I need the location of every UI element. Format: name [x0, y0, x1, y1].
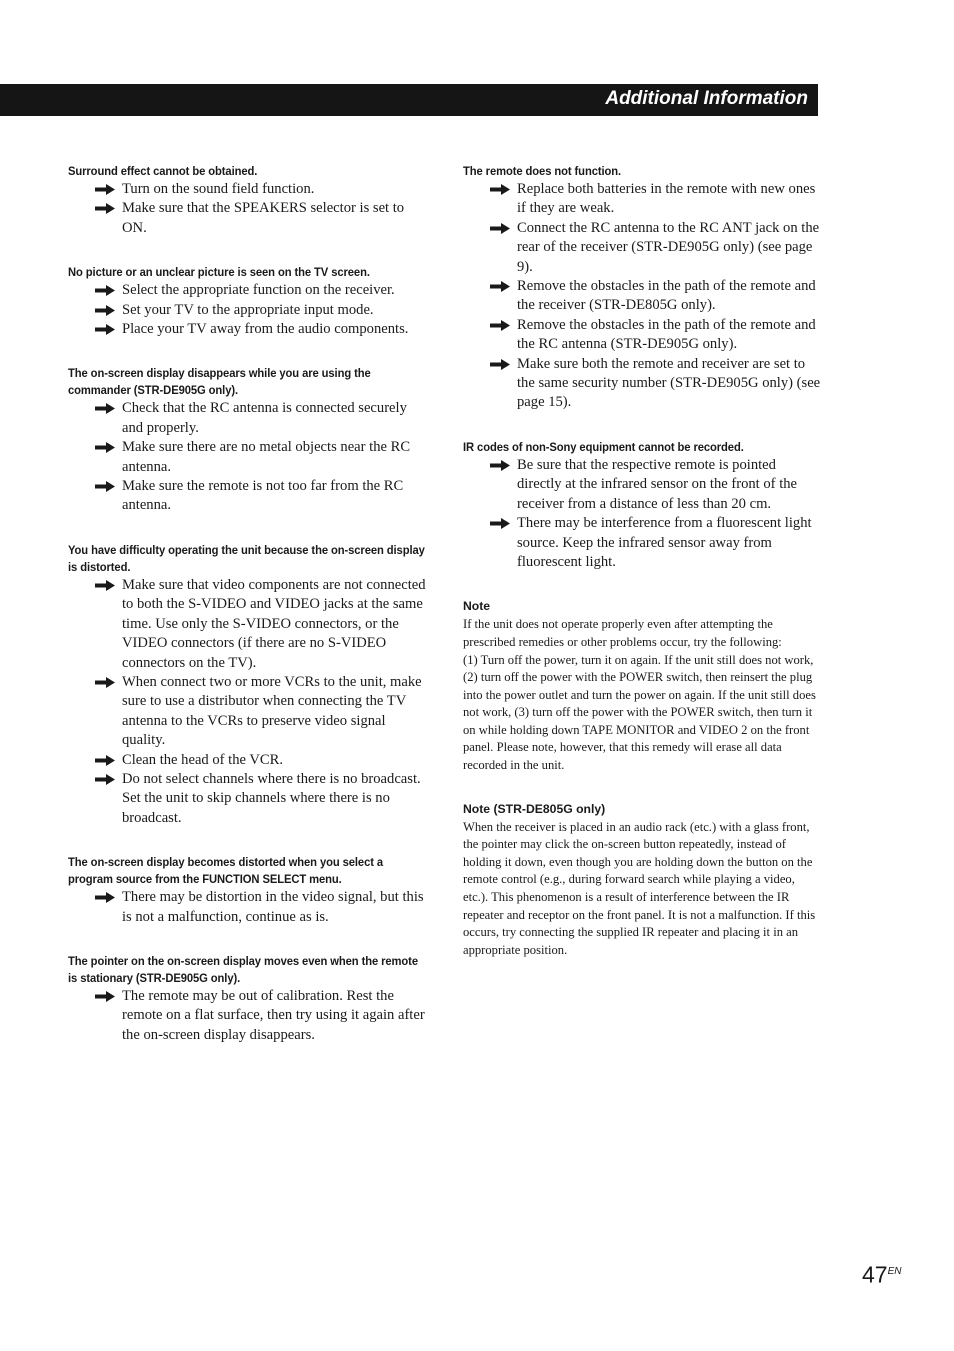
section — [463, 439, 823, 572]
right-arrow-icon — [490, 518, 510, 529]
remedy-list — [68, 576, 428, 828]
list-item-text: Check that the RC antenna is connected securely and properly. — [122, 400, 407, 436]
section — [68, 854, 428, 927]
note-str-de805g — [463, 801, 823, 960]
list-item-text: When connect two or more VCRs to the unit, make sure to use a distributor when connecting the TV antenna to the VCRs to preserve video signal quality. — [122, 673, 422, 749]
right-arrow-icon — [95, 677, 115, 688]
list-item-text: Do not select channels where there is no broadcast. Set the unit to skip channels where there is no broadcast. — [122, 770, 421, 826]
section — [68, 163, 428, 238]
section — [68, 264, 428, 339]
note-title: Note — [463, 599, 491, 614]
list-item-text: Make sure the remote is not too far from the RC antenna. — [122, 478, 404, 514]
list-item — [463, 219, 823, 277]
right-arrow-icon — [95, 774, 115, 785]
list-item — [463, 456, 823, 514]
list-item-text: Turn on the sound field function. — [122, 181, 315, 197]
list-item — [463, 180, 823, 219]
page-language-suffix: EN — [887, 1266, 902, 1277]
right-arrow-icon — [95, 324, 115, 335]
list-item-text: Remove the obstacles in the path of the remote and the RC antenna (STR-DE905G only). — [517, 316, 816, 353]
page-number-value: 47 — [862, 1261, 888, 1288]
section-heading: The on-screen display becomes distorted when you select a program source from the FUNCTION SELECT menu. — [68, 855, 384, 887]
header-bar — [0, 84, 818, 116]
section-heading: The on-screen display disappears while you are using the commander (STR-DE905G only). — [68, 366, 371, 398]
list-item — [68, 180, 428, 199]
list-item-text: The remote may be out of calibration. Rest the remote on a flat surface, then try using it again after the on-screen display disappears. — [122, 987, 425, 1043]
list-item — [68, 199, 428, 238]
list-item-text: Select the appropriate function on the receiver. — [122, 282, 395, 299]
list-item-text: Remove the obstacles in the path of the remote and the receiver (STR-DE805G only). — [517, 278, 816, 314]
list-item — [68, 673, 428, 751]
list-item — [68, 751, 428, 770]
right-arrow-icon — [95, 203, 115, 214]
note-title: Note (STR-DE805G only) — [463, 801, 606, 816]
list-item-text: Make sure both the remote and receiver are set to the same security number (STR-DE905G only) (see page 15). — [517, 355, 821, 411]
right-arrow-icon — [95, 305, 115, 316]
list-item — [463, 277, 823, 316]
section-heading: You have difficulty operating the unit because the on-screen display is distorted. — [68, 542, 425, 574]
note-paragraph: If the unit does not operate properly even after attempting the prescribed remedies or other problems occur, try the following: — [463, 617, 782, 649]
remedy-list — [68, 399, 428, 515]
list-item — [463, 316, 823, 355]
list-item-text: Make sure that the SPEAKERS selector is set to ON. — [122, 200, 405, 236]
section — [68, 542, 428, 828]
right-arrow-icon — [490, 184, 510, 195]
section-heading: No picture or an unclear picture is seen on the TV screen. — [68, 265, 370, 280]
right-arrow-icon — [95, 892, 115, 903]
list-item — [68, 987, 428, 1045]
section — [68, 365, 428, 515]
list-item — [68, 301, 428, 320]
list-item — [68, 399, 428, 438]
right-arrow-icon — [95, 184, 115, 195]
note — [463, 598, 823, 774]
section-heading: The remote does not function. — [463, 164, 622, 178]
right-arrow-icon — [490, 281, 510, 292]
page-number — [862, 1257, 902, 1290]
list-item-text: Replace both batteries in the remote with new ones if they are weak. — [517, 181, 816, 217]
left-column — [68, 163, 428, 1071]
list-item — [68, 770, 428, 828]
right-arrow-icon — [95, 991, 115, 1002]
right-arrow-icon — [490, 359, 510, 370]
right-column — [463, 163, 823, 959]
list-item-text: Clean the head of the VCR. — [122, 751, 284, 768]
right-arrow-icon — [95, 285, 115, 296]
section-heading: The pointer on the on-screen display moves even when the remote is stationary (STR-DE905G only). — [68, 953, 418, 985]
list-item — [68, 477, 428, 516]
list-item — [68, 888, 428, 927]
section-heading: Surround effect cannot be obtained. — [68, 164, 258, 178]
list-item-text: Be sure that the respective remote is pointed directly at the infrared sensor on the front of the receiver from a distance of less than 20 cm. — [517, 456, 798, 512]
note-paragraph: (1) Turn off the power, turn it on again. If the unit still does not work, (2) turn off the power with the POWER switch, then reinsert the plug into the power outlet and turn the power on again. If the unit still does not work, (3) turn off the power with the POWER switch, then turn it on while holding down TAPE MONITOR and VIDEO 2 on the front panel. Please note, however, that this remedy will erase all data recorded in the unit. — [463, 652, 816, 773]
right-arrow-icon — [490, 460, 510, 471]
list-item — [68, 576, 428, 673]
right-arrow-icon — [95, 403, 115, 414]
list-item-text: Make sure that video components are not connected to both the S-VIDEO and VIDEO jacks at the same time. Use only the S-VIDEO connectors, or the VIDEO connectors (if there are no S-VIDEO connectors on the TV). — [122, 576, 426, 671]
list-item — [68, 320, 428, 339]
right-arrow-icon — [95, 481, 115, 492]
right-arrow-icon — [95, 580, 115, 591]
right-arrow-icon — [95, 755, 115, 766]
remedy-list — [463, 180, 823, 413]
list-item-text: Make sure there are no metal objects near the RC antenna. — [122, 439, 411, 475]
remedy-list — [68, 888, 428, 927]
list-item-text: Place your TV away from the audio components. — [122, 321, 409, 338]
section — [68, 953, 428, 1045]
right-arrow-icon — [490, 223, 510, 234]
list-item-text: Connect the RC antenna to the RC ANT jack on the rear of the receiver (STR-DE905G only) (see page 9). — [517, 219, 820, 275]
list-item — [463, 514, 823, 572]
list-item-text: Set your TV to the appropriate input mode. — [122, 301, 374, 318]
section-heading: IR codes of non-Sony equipment cannot be recorded. — [463, 439, 744, 454]
right-arrow-icon — [95, 442, 115, 453]
remedy-list — [68, 987, 428, 1045]
list-item — [68, 438, 428, 477]
list-item-text: There may be interference from a fluorescent light source. Keep the infrared sensor away from fluorescent light. — [517, 515, 812, 570]
remedy-list — [68, 180, 428, 238]
note-paragraph: When the receiver is placed in an audio rack (etc.) with a glass front, the pointer may click the on-screen button repeatedly, instead of holding it down, even though you are holding down the button on the remote control (e.g., during forward search while playing a video, etc.). This phenomenon is a result of interference between the IR repeater and receptor on the front panel. It is not a malfunction. If this occurs, try connecting the supplied IR repeater and placing it in an appropriate position. — [463, 819, 816, 957]
section — [463, 163, 823, 413]
remedy-list — [463, 456, 823, 572]
right-arrow-icon — [490, 320, 510, 331]
list-item — [463, 355, 823, 413]
page-title: Additional Information — [605, 88, 808, 109]
list-item — [68, 281, 428, 300]
list-item-text: There may be distortion in the video signal, but this is not a malfunction, continue as is. — [122, 889, 424, 925]
remedy-list — [68, 281, 428, 339]
